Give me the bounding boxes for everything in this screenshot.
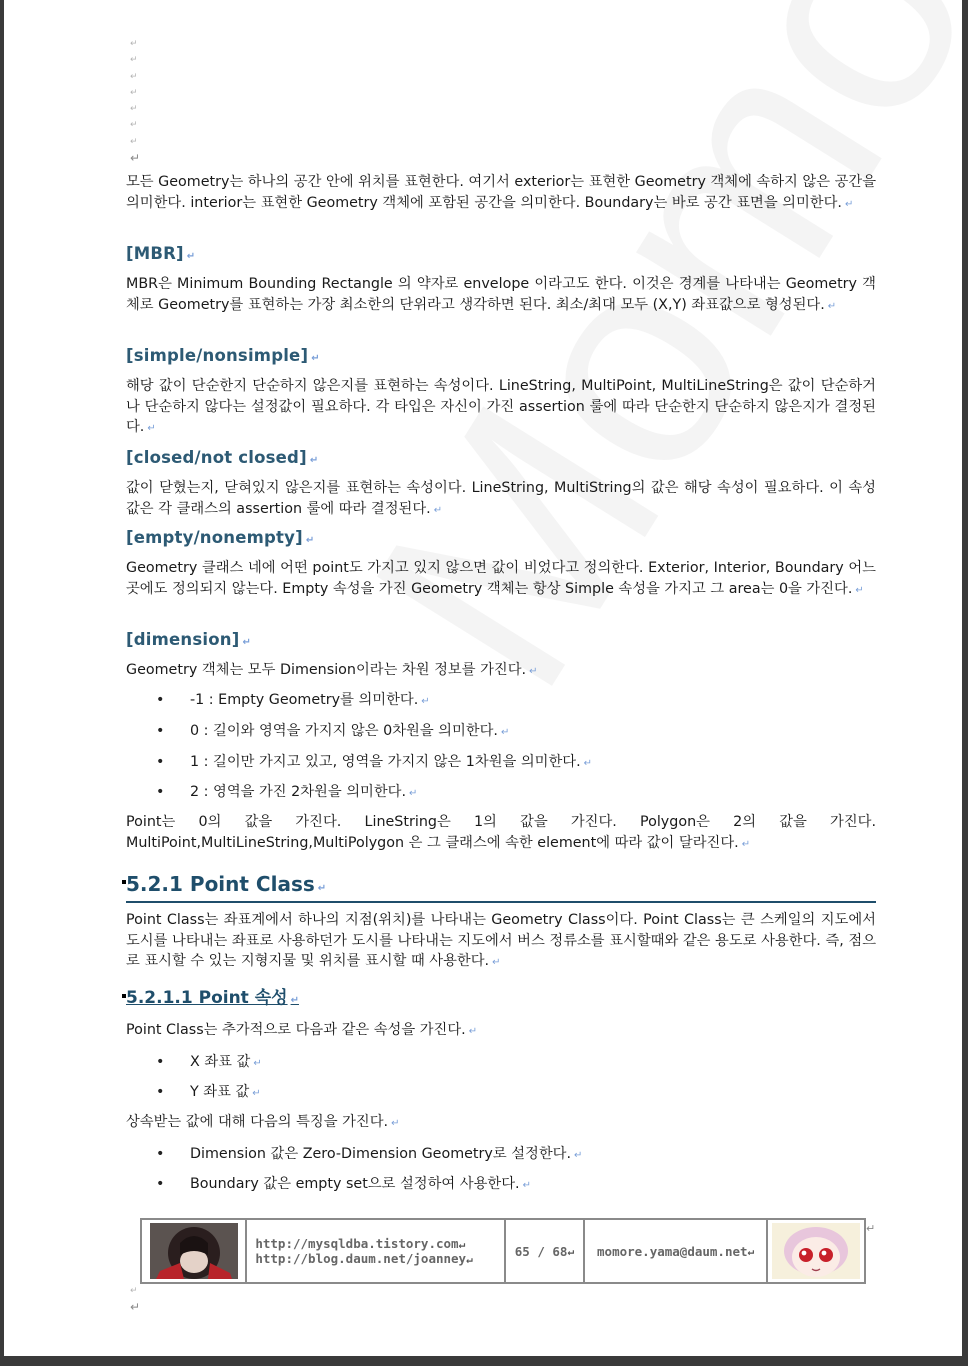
empty-paragraph-marks: [130, 36, 140, 166]
paragraph-mark: ↵: [130, 1300, 141, 1314]
point-attr-intro: Point Class는 추가적으로 다음과 같은 속성을 가진다. ↵: [126, 1022, 478, 1038]
watermark: [304, 0, 962, 743]
list-item: • X 좌표 값 ↵: [126, 1052, 876, 1082]
footer-page-number: 65 / 68 ↵: [506, 1220, 585, 1282]
list-item: • 0 : 길이와 영역을 가지지 않은 0차원을 의미한다. ↵: [126, 721, 876, 752]
heading-closed: [closed/not closed] ↵: [126, 448, 319, 467]
footer-right-image: [768, 1220, 864, 1282]
paragraph-mark: ↵: [130, 87, 138, 98]
document-page: [4, 0, 962, 1356]
dimension-note-paragraph: Point는 0의 값을 가진다. LineString은 1의 값을 가진다. Polygon은 2의 값을 가진다. MultiPoint,MultiLineString,MultiPolygon 은 그 클래스에 속한 element에 따라 값이 달라진다. ↵: [126, 814, 876, 851]
paragraph-mark: ↵: [866, 1222, 876, 1235]
footer-email: momore.yama@daum.net ↵: [585, 1220, 768, 1282]
heading-mbr: [MBR] ↵: [126, 244, 196, 263]
dimension-paragraph: Geometry 객체는 모두 Dimension이라는 차원 정보를 가진다. ↵: [126, 662, 538, 678]
list-item: • 2 : 영역을 가진 2차원을 의미한다. ↵: [126, 782, 876, 812]
paragraph-mark: ↵: [130, 39, 138, 49]
inherit-intro: 상속받는 값에 대해 다음의 특징을 가진다. ↵: [126, 1114, 400, 1130]
mbr-paragraph: MBR은 Minimum Bounding Rectangle 의 약자로 envelope 이라고도 한다. 이것은 경계를 나타내는 Geometry 객체로 Geometry를 표현하는 가장 최소한의 단위라고 생각하면 된다. 최소/최대 모두 (X,Y) 좌표값으로 형성된다. ↵: [126, 276, 876, 313]
email-link[interactable]: momore.yama@daum.net: [597, 1243, 748, 1259]
paragraph-mark: ↵: [130, 151, 141, 166]
point-attr-list: [126, 1052, 876, 1112]
list-item: • Y 좌표 값 ↵: [126, 1082, 876, 1112]
inherit-list: [126, 1144, 876, 1204]
paragraph-mark: ↵: [130, 136, 138, 147]
list-item: • 1 : 길이만 가지고 있고, 영역을 가지지 않은 1차원을 의미한다. ↵: [126, 752, 876, 782]
intro-paragraph: 모든 Geometry는 하나의 공간 안에 위치를 표현한다. 여기서 exterior는 표현한 Geometry 객체에 속하지 않은 공간을 의미한다. interior는 표현한 Geometry 객체에 포함된 공간을 의미한다. Boundary는 바로 공간 표면을 의미한다. ↵: [126, 174, 877, 211]
heading-point-class: 5.2.1 Point Class ↵: [126, 874, 876, 903]
heading-point-attributes: 5.2.1.1 Point 속성 ↵: [126, 988, 299, 1008]
closed-paragraph: 값이 닫혔는지, 닫혀있지 않은지를 표현하는 속성이다. LineString, MultiString의 값은 해당 속성이 필요하다. 이 속성값은 각 클래스의 assertion 룰에 따라 결정된다. ↵: [126, 480, 876, 517]
heading-simple: [simple/nonsimple] ↵: [126, 346, 320, 365]
paragraph-mark: ↵: [130, 1286, 138, 1296]
empty-paragraph: Geometry 클래스 네에 어떤 point도 가지고 있지 않으면 값이 비었다고 정의한다. Exterior, Interior, Boundary 어느 곳에도 정의되지 않는다. Empty 속성을 가진 Geometry 객체는 항상 Simple 속성을 가지고 그 area는 0을 가진다. ↵: [126, 560, 876, 597]
dimension-list: [126, 690, 876, 812]
paragraph-mark: ↵: [130, 104, 138, 115]
blog-url-1[interactable]: http://mysqldba.tistory.com: [255, 1236, 459, 1251]
simple-paragraph: 해당 값이 단순한지 단순하지 않은지를 표현하는 속성이다. LineString, MultiPoint, MultiLineString은 값이 단순하거나 단순하지 않다는 설정값이 필요하다. 각 타입은 자신이 가진 assertion 룰에 따라 단순한지 단순하지 않은지가 결정된다. ↵: [126, 378, 876, 435]
list-item: • Boundary 값은 empty set으로 설정하여 사용한다. ↵: [126, 1174, 876, 1204]
footer-left-image: [142, 1220, 247, 1282]
heading-bullet-marker: [122, 880, 126, 884]
avatar-anime-image: [772, 1223, 860, 1279]
list-item: • Dimension 값은 Zero-Dimension Geometry로 설정한다. ↵: [126, 1144, 876, 1174]
heading-empty: [empty/nonempty] ↵: [126, 528, 315, 547]
avatar-dark-image: [150, 1223, 238, 1279]
point-class-paragraph: Point Class는 좌표계에서 하나의 지점(위치)를 나타내는 Geometry Class이다. Point Class는 큰 스케일의 지도에서 도시를 나타내는 좌표로 사용하던가 도시를 나타내는 지도에서 버스 정류소를 표시할때와 같은 용도로 사용한다. 즉, 점으로 표시할 수 있는 지형지물 및 위치를 표시할 때 사용한다. ↵: [126, 912, 876, 969]
paragraph-mark: ↵: [130, 71, 138, 82]
footer-urls: http://mysqldba.tistory.com↵ http://blog.daum.net/joanney↵: [247, 1220, 505, 1282]
list-item: • -1 : Empty Geometry를 의미한다. ↵: [126, 690, 876, 721]
heading-bullet-marker: [122, 994, 126, 998]
paragraph-mark: ↵: [130, 120, 138, 131]
page-footer: [140, 1218, 866, 1284]
blog-url-2[interactable]: http://blog.daum.net/joanney: [255, 1251, 467, 1266]
paragraph-mark: ↵: [130, 55, 138, 66]
heading-dimension: [dimension] ↵: [126, 630, 252, 649]
